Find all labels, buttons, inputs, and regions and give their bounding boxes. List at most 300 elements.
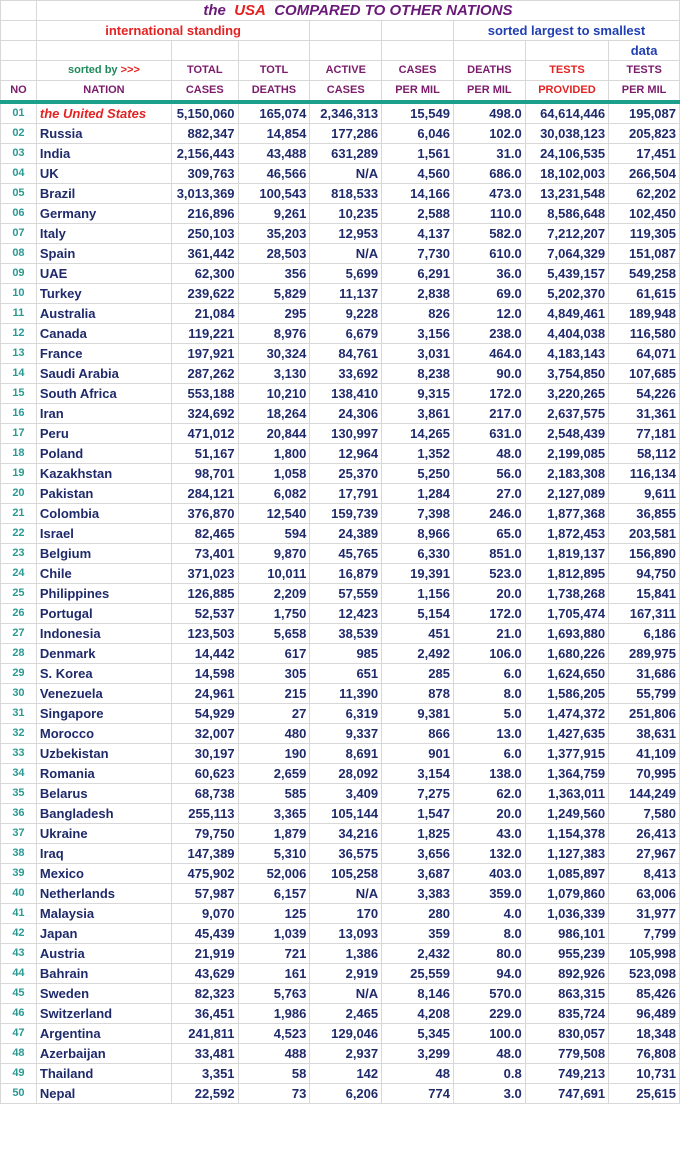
row-number: 15 <box>1 384 37 404</box>
total-cases: 287,262 <box>172 364 239 384</box>
table-row <box>1 644 680 664</box>
tests-per-mil: 116,134 <box>609 464 680 484</box>
total-deaths: 617 <box>238 644 310 664</box>
nation-name: Russia <box>36 124 171 144</box>
cases-per-mil: 8,146 <box>382 984 454 1004</box>
total-deaths: 10,011 <box>238 564 310 584</box>
deaths-per-mil: 65.0 <box>453 524 525 544</box>
tests-per-mil: 18,348 <box>609 1024 680 1044</box>
cases-per-mil: 3,861 <box>382 404 454 424</box>
active-cases: 17,791 <box>310 484 382 504</box>
row-number: 34 <box>1 764 37 784</box>
tests-per-mil: 15,841 <box>609 584 680 604</box>
nation-name: Azerbaijan <box>36 1044 171 1064</box>
nation-name: Italy <box>36 224 171 244</box>
cases-per-mil: 8,966 <box>382 524 454 544</box>
table-row <box>1 564 680 584</box>
deaths-per-mil: 36.0 <box>453 264 525 284</box>
total-deaths: 58 <box>238 1064 310 1084</box>
total-cases: 62,300 <box>172 264 239 284</box>
active-cases: 12,953 <box>310 224 382 244</box>
table-row <box>1 364 680 384</box>
tests-per-mil: 116,580 <box>609 324 680 344</box>
total-deaths: 5,829 <box>238 284 310 304</box>
table-row <box>1 404 680 424</box>
nation-name: Iraq <box>36 844 171 864</box>
deaths-per-mil: 90.0 <box>453 364 525 384</box>
table-row <box>1 1064 680 1084</box>
total-deaths: 356 <box>238 264 310 284</box>
total-deaths: 165,074 <box>238 102 310 124</box>
nation-name: Nepal <box>36 1084 171 1104</box>
active-cases: 631,289 <box>310 144 382 164</box>
total-cases: 73,401 <box>172 544 239 564</box>
row-number: 41 <box>1 904 37 924</box>
nation-name: Morocco <box>36 724 171 744</box>
cases-per-mil: 1,352 <box>382 444 454 464</box>
cases-per-mil: 866 <box>382 724 454 744</box>
total-deaths: 6,082 <box>238 484 310 504</box>
cases-per-mil: 359 <box>382 924 454 944</box>
subtitle-row <box>1 21 680 41</box>
row-number: 27 <box>1 624 37 644</box>
active-cases: 1,386 <box>310 944 382 964</box>
active-cases: 2,919 <box>310 964 382 984</box>
deaths-per-mil: 20.0 <box>453 584 525 604</box>
tests-per-mil: 96,489 <box>609 1004 680 1024</box>
tests-per-mil: 54,226 <box>609 384 680 404</box>
header-row-bottom <box>1 81 680 103</box>
deaths-per-mil: 132.0 <box>453 844 525 864</box>
tests-per-mil: 31,361 <box>609 404 680 424</box>
deaths-per-mil: 138.0 <box>453 764 525 784</box>
tests-provided: 24,106,535 <box>525 144 608 164</box>
nation-name: Israel <box>36 524 171 544</box>
row-number: 36 <box>1 804 37 824</box>
sorted-by-label: sorted by >>> <box>36 61 171 81</box>
tests-per-mil: 9,611 <box>609 484 680 504</box>
nation-name: Ukraine <box>36 824 171 844</box>
row-number: 05 <box>1 184 37 204</box>
header-top: DEATHS <box>453 61 525 81</box>
deaths-per-mil: 20.0 <box>453 804 525 824</box>
tests-provided: 1,819,137 <box>525 544 608 564</box>
deaths-per-mil: 48.0 <box>453 444 525 464</box>
deaths-per-mil: 27.0 <box>453 484 525 504</box>
tests-per-mil: 76,808 <box>609 1044 680 1064</box>
deaths-per-mil: 464.0 <box>453 344 525 364</box>
nation-name: Peru <box>36 424 171 444</box>
table-row <box>1 504 680 524</box>
nation-name: France <box>36 344 171 364</box>
row-number: 20 <box>1 484 37 504</box>
row-number: 09 <box>1 264 37 284</box>
active-cases: 12,964 <box>310 444 382 464</box>
table-row <box>1 924 680 944</box>
tests-provided: 986,101 <box>525 924 608 944</box>
cases-per-mil: 6,046 <box>382 124 454 144</box>
table-row <box>1 944 680 964</box>
total-cases: 14,598 <box>172 664 239 684</box>
header-top: TESTS <box>525 61 608 81</box>
active-cases: 28,092 <box>310 764 382 784</box>
cases-per-mil: 5,345 <box>382 1024 454 1044</box>
total-cases: 43,629 <box>172 964 239 984</box>
deaths-per-mil: 31.0 <box>453 144 525 164</box>
total-deaths: 8,976 <box>238 324 310 344</box>
tests-per-mil: 63,006 <box>609 884 680 904</box>
cases-per-mil: 14,265 <box>382 424 454 444</box>
tests-per-mil: 549,258 <box>609 264 680 284</box>
tests-per-mil: 61,615 <box>609 284 680 304</box>
tests-per-mil: 144,249 <box>609 784 680 804</box>
nation-name: Uzbekistan <box>36 744 171 764</box>
deaths-per-mil: 56.0 <box>453 464 525 484</box>
row-number: 10 <box>1 284 37 304</box>
title-row <box>1 1 680 21</box>
total-deaths: 721 <box>238 944 310 964</box>
active-cases: 38,539 <box>310 624 382 644</box>
active-cases: 13,093 <box>310 924 382 944</box>
active-cases: 33,692 <box>310 364 382 384</box>
deaths-per-mil: 13.0 <box>453 724 525 744</box>
total-deaths: 125 <box>238 904 310 924</box>
active-cases: 6,319 <box>310 704 382 724</box>
row-number: 35 <box>1 784 37 804</box>
header-top: TESTS <box>609 61 680 81</box>
row-number: 43 <box>1 944 37 964</box>
active-cases: N/A <box>310 984 382 1004</box>
total-deaths: 488 <box>238 1044 310 1064</box>
tests-per-mil: 289,975 <box>609 644 680 664</box>
tests-per-mil: 105,998 <box>609 944 680 964</box>
tests-per-mil: 94,750 <box>609 564 680 584</box>
header-top: TOTAL <box>172 61 239 81</box>
total-deaths: 9,870 <box>238 544 310 564</box>
tests-provided: 863,315 <box>525 984 608 1004</box>
header-top: ACTIVE <box>310 61 382 81</box>
tests-provided: 955,239 <box>525 944 608 964</box>
nation-name: Japan <box>36 924 171 944</box>
active-cases: 142 <box>310 1064 382 1084</box>
nation-name: Canada <box>36 324 171 344</box>
tests-per-mil: 189,948 <box>609 304 680 324</box>
nation-name: Belgium <box>36 544 171 564</box>
tests-provided: 1,877,368 <box>525 504 608 524</box>
table-row <box>1 284 680 304</box>
nation-name: Kazakhstan <box>36 464 171 484</box>
table-row <box>1 684 680 704</box>
active-cases: 105,258 <box>310 864 382 884</box>
tests-provided: 7,064,329 <box>525 244 608 264</box>
total-cases: 30,197 <box>172 744 239 764</box>
tests-provided: 1,812,895 <box>525 564 608 584</box>
active-cases: 34,216 <box>310 824 382 844</box>
deaths-per-mil: 686.0 <box>453 164 525 184</box>
deaths-per-mil: 12.0 <box>453 304 525 324</box>
table-row <box>1 324 680 344</box>
table-row <box>1 204 680 224</box>
deaths-per-mil: 94.0 <box>453 964 525 984</box>
total-deaths: 43,488 <box>238 144 310 164</box>
row-number: 31 <box>1 704 37 724</box>
total-deaths: 215 <box>238 684 310 704</box>
table-row <box>1 1044 680 1064</box>
header-row-top <box>1 61 680 81</box>
table-row <box>1 844 680 864</box>
tests-per-mil: 8,413 <box>609 864 680 884</box>
active-cases: 170 <box>310 904 382 924</box>
active-cases: 84,761 <box>310 344 382 364</box>
cases-per-mil: 3,154 <box>382 764 454 784</box>
table-row <box>1 724 680 744</box>
active-cases: 159,739 <box>310 504 382 524</box>
header-bottom: PER MIL <box>453 81 525 103</box>
cases-per-mil: 1,547 <box>382 804 454 824</box>
active-cases: 24,389 <box>310 524 382 544</box>
tests-per-mil: 17,451 <box>609 144 680 164</box>
deaths-per-mil: 570.0 <box>453 984 525 1004</box>
total-cases: 250,103 <box>172 224 239 244</box>
cases-per-mil: 3,656 <box>382 844 454 864</box>
row-number: 06 <box>1 204 37 224</box>
total-deaths: 5,658 <box>238 624 310 644</box>
deaths-per-mil: 523.0 <box>453 564 525 584</box>
tests-per-mil: 7,799 <box>609 924 680 944</box>
nation-name: Turkey <box>36 284 171 304</box>
table-row <box>1 884 680 904</box>
header-bottom: PROVIDED <box>525 81 608 103</box>
table-row <box>1 784 680 804</box>
table-row <box>1 424 680 444</box>
active-cases: 5,699 <box>310 264 382 284</box>
table-row <box>1 344 680 364</box>
total-deaths: 295 <box>238 304 310 324</box>
deaths-per-mil: 6.0 <box>453 744 525 764</box>
tests-per-mil: 31,977 <box>609 904 680 924</box>
table-row <box>1 264 680 284</box>
deaths-per-mil: 498.0 <box>453 102 525 124</box>
row-number: 28 <box>1 644 37 664</box>
tests-provided: 4,849,461 <box>525 304 608 324</box>
header-bottom: PER MIL <box>382 81 454 103</box>
tests-per-mil: 7,580 <box>609 804 680 824</box>
total-cases: 33,481 <box>172 1044 239 1064</box>
total-cases: 82,323 <box>172 984 239 1004</box>
deaths-per-mil: 6.0 <box>453 664 525 684</box>
data-label: data <box>609 41 680 61</box>
total-cases: 471,012 <box>172 424 239 444</box>
subtitle-right: sorted largest to smallest <box>453 21 679 41</box>
active-cases: 16,879 <box>310 564 382 584</box>
cases-per-mil: 2,838 <box>382 284 454 304</box>
table-row <box>1 984 680 1004</box>
cases-per-mil: 2,588 <box>382 204 454 224</box>
tests-per-mil: 27,967 <box>609 844 680 864</box>
table-row <box>1 1084 680 1104</box>
total-deaths: 585 <box>238 784 310 804</box>
tests-per-mil: 36,855 <box>609 504 680 524</box>
deaths-per-mil: 403.0 <box>453 864 525 884</box>
row-number: 11 <box>1 304 37 324</box>
nation-name: Belarus <box>36 784 171 804</box>
nation-name: Venezuela <box>36 684 171 704</box>
row-number: 37 <box>1 824 37 844</box>
tests-provided: 3,754,850 <box>525 364 608 384</box>
active-cases: 57,559 <box>310 584 382 604</box>
cases-per-mil: 3,156 <box>382 324 454 344</box>
data-word-row <box>1 41 680 61</box>
total-cases: 241,811 <box>172 1024 239 1044</box>
cases-per-mil: 48 <box>382 1064 454 1084</box>
tests-per-mil: 55,799 <box>609 684 680 704</box>
tests-per-mil: 25,615 <box>609 1084 680 1104</box>
nation-name: Saudi Arabia <box>36 364 171 384</box>
total-cases: 239,622 <box>172 284 239 304</box>
total-deaths: 5,763 <box>238 984 310 1004</box>
row-number: 07 <box>1 224 37 244</box>
cases-per-mil: 19,391 <box>382 564 454 584</box>
tests-provided: 1,127,383 <box>525 844 608 864</box>
tests-provided: 2,183,308 <box>525 464 608 484</box>
header-top: TOTL <box>238 61 310 81</box>
tests-per-mil: 102,450 <box>609 204 680 224</box>
nation-name: Chile <box>36 564 171 584</box>
table-row <box>1 244 680 264</box>
cases-per-mil: 4,208 <box>382 1004 454 1024</box>
tests-provided: 1,427,635 <box>525 724 608 744</box>
deaths-per-mil: 62.0 <box>453 784 525 804</box>
tests-provided: 18,102,003 <box>525 164 608 184</box>
total-deaths: 73 <box>238 1084 310 1104</box>
table-row <box>1 904 680 924</box>
deaths-per-mil: 8.0 <box>453 684 525 704</box>
total-deaths: 190 <box>238 744 310 764</box>
cases-per-mil: 14,166 <box>382 184 454 204</box>
row-number: 49 <box>1 1064 37 1084</box>
cases-per-mil: 6,330 <box>382 544 454 564</box>
row-number: 19 <box>1 464 37 484</box>
tests-per-mil: 107,685 <box>609 364 680 384</box>
tests-provided: 2,199,085 <box>525 444 608 464</box>
nation-name: Sweden <box>36 984 171 1004</box>
deaths-per-mil: 8.0 <box>453 924 525 944</box>
cases-per-mil: 8,238 <box>382 364 454 384</box>
tests-provided: 1,154,378 <box>525 824 608 844</box>
total-deaths: 46,566 <box>238 164 310 184</box>
tests-provided: 892,926 <box>525 964 608 984</box>
tests-provided: 1,705,474 <box>525 604 608 624</box>
nation-name: the United States <box>36 102 171 124</box>
total-cases: 123,503 <box>172 624 239 644</box>
total-cases: 98,701 <box>172 464 239 484</box>
table-row <box>1 144 680 164</box>
row-number: 45 <box>1 984 37 1004</box>
deaths-per-mil: 851.0 <box>453 544 525 564</box>
row-number: 01 <box>1 102 37 124</box>
tests-per-mil: 151,087 <box>609 244 680 264</box>
tests-provided: 30,038,123 <box>525 124 608 144</box>
total-deaths: 1,058 <box>238 464 310 484</box>
tests-provided: 4,183,143 <box>525 344 608 364</box>
deaths-per-mil: 4.0 <box>453 904 525 924</box>
row-number: 50 <box>1 1084 37 1104</box>
total-cases: 5,150,060 <box>172 102 239 124</box>
row-number: 33 <box>1 744 37 764</box>
table-row <box>1 1004 680 1024</box>
nation-name: Poland <box>36 444 171 464</box>
cases-per-mil: 9,381 <box>382 704 454 724</box>
tests-per-mil: 38,631 <box>609 724 680 744</box>
row-number: 08 <box>1 244 37 264</box>
tests-provided: 2,127,089 <box>525 484 608 504</box>
table-row <box>1 304 680 324</box>
tests-provided: 1,085,897 <box>525 864 608 884</box>
tests-provided: 1,680,226 <box>525 644 608 664</box>
tests-provided: 1,036,339 <box>525 904 608 924</box>
tests-per-mil: 195,087 <box>609 102 680 124</box>
tests-per-mil: 85,426 <box>609 984 680 1004</box>
total-deaths: 594 <box>238 524 310 544</box>
tests-per-mil: 26,413 <box>609 824 680 844</box>
total-cases: 376,870 <box>172 504 239 524</box>
header-top: CASES <box>382 61 454 81</box>
page-title: the USA COMPARED TO OTHER NATIONS <box>36 1 679 21</box>
nation-name: Portugal <box>36 604 171 624</box>
total-cases: 147,389 <box>172 844 239 864</box>
total-cases: 57,987 <box>172 884 239 904</box>
total-deaths: 4,523 <box>238 1024 310 1044</box>
row-number: 17 <box>1 424 37 444</box>
cases-per-mil: 878 <box>382 684 454 704</box>
active-cases: 10,235 <box>310 204 382 224</box>
active-cases: 11,137 <box>310 284 382 304</box>
active-cases: N/A <box>310 884 382 904</box>
cases-per-mil: 1,561 <box>382 144 454 164</box>
active-cases: 12,423 <box>310 604 382 624</box>
nation-name: S. Korea <box>36 664 171 684</box>
total-deaths: 1,750 <box>238 604 310 624</box>
row-number: 25 <box>1 584 37 604</box>
row-number: 23 <box>1 544 37 564</box>
row-number: 03 <box>1 144 37 164</box>
tests-provided: 1,079,860 <box>525 884 608 904</box>
tests-per-mil: 523,098 <box>609 964 680 984</box>
tests-provided: 1,738,268 <box>525 584 608 604</box>
tests-provided: 1,363,011 <box>525 784 608 804</box>
nation-name: Malaysia <box>36 904 171 924</box>
tests-per-mil: 31,686 <box>609 664 680 684</box>
nation-name: Argentina <box>36 1024 171 1044</box>
active-cases: N/A <box>310 244 382 264</box>
tests-provided: 2,548,439 <box>525 424 608 444</box>
tests-per-mil: 41,109 <box>609 744 680 764</box>
deaths-per-mil: 172.0 <box>453 604 525 624</box>
nation-name: UK <box>36 164 171 184</box>
total-deaths: 9,261 <box>238 204 310 224</box>
nation-name: Iran <box>36 404 171 424</box>
total-cases: 52,537 <box>172 604 239 624</box>
cases-per-mil: 3,031 <box>382 344 454 364</box>
tests-provided: 5,439,157 <box>525 264 608 284</box>
row-number: 13 <box>1 344 37 364</box>
total-cases: 324,692 <box>172 404 239 424</box>
nation-name: Mexico <box>36 864 171 884</box>
deaths-per-mil: 69.0 <box>453 284 525 304</box>
subtitle-left: international standing <box>36 21 309 41</box>
tests-provided: 1,364,759 <box>525 764 608 784</box>
cases-per-mil: 1,284 <box>382 484 454 504</box>
